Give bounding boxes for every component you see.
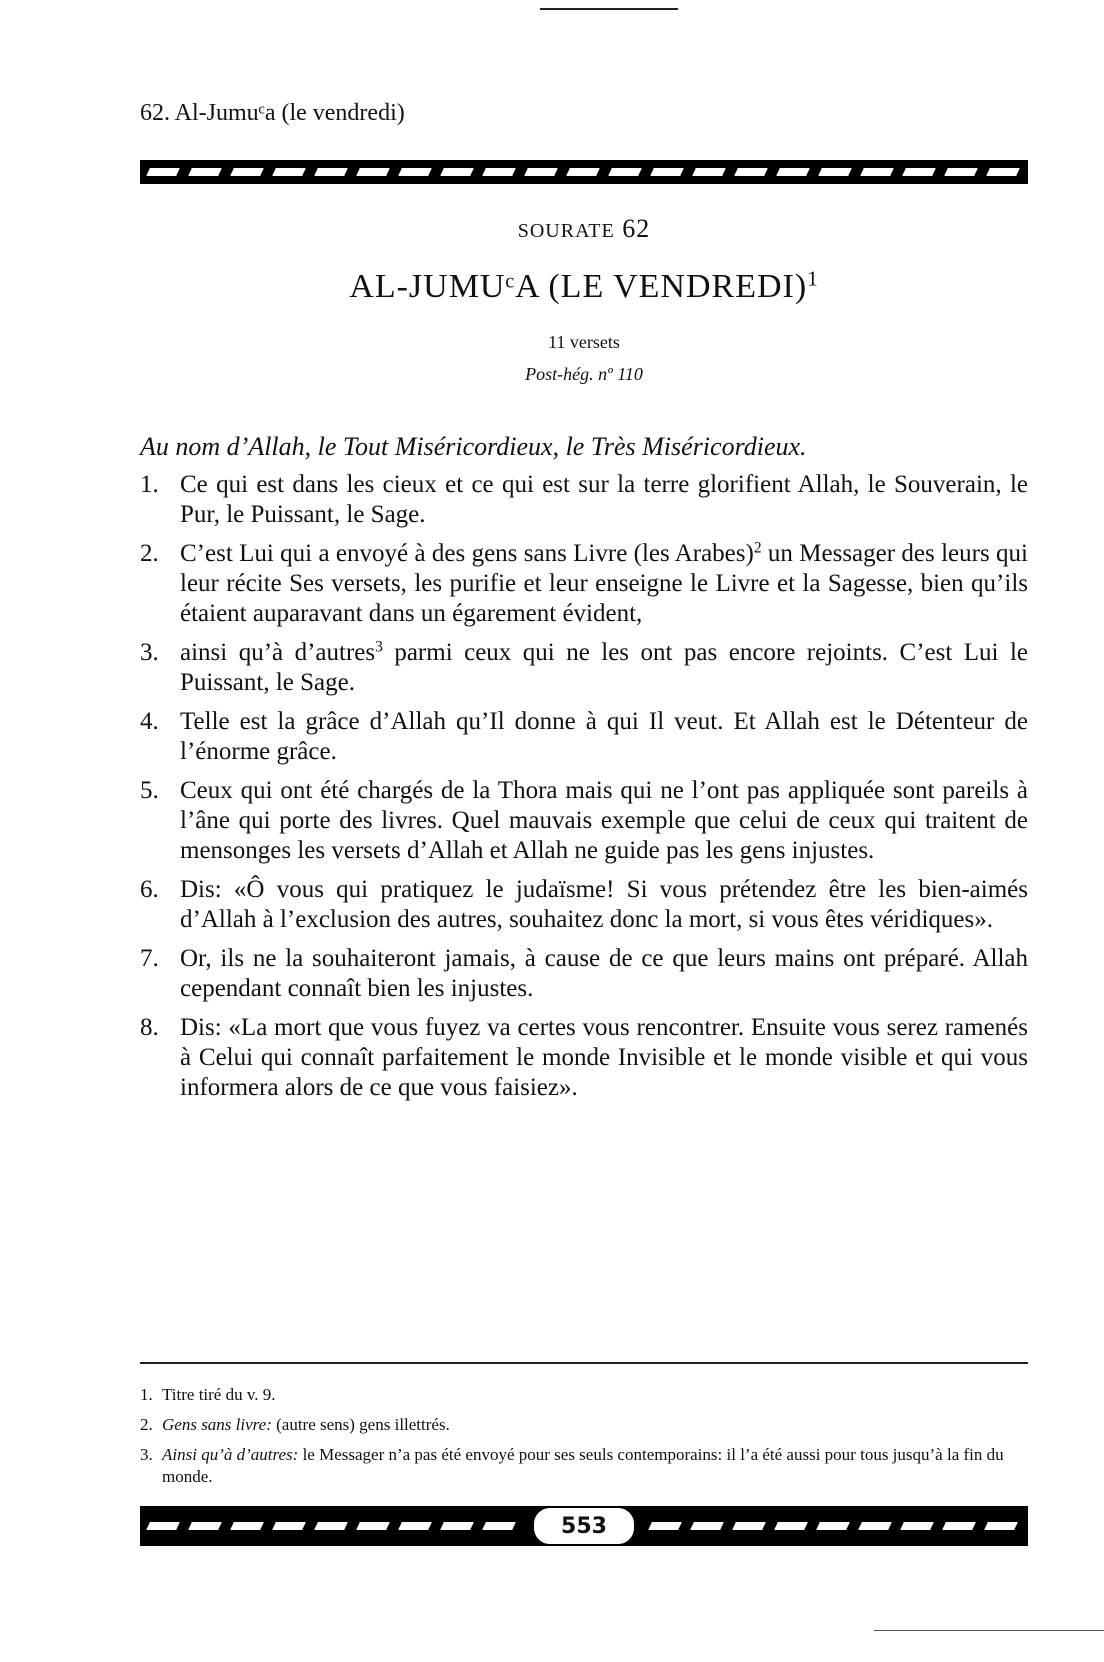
footnote-item (140, 1444, 1028, 1488)
verse-number: 8. (140, 1014, 159, 1041)
verse-item (140, 944, 1028, 1004)
verse-number: 1. (140, 471, 159, 498)
footnote-term: Gens sans livre: (162, 1415, 272, 1434)
ornamental-chain-border-top (140, 160, 1028, 184)
verse-item (140, 707, 1028, 767)
surah-label-word: SOURATE (517, 220, 615, 242)
chain-ornament (145, 166, 1023, 178)
verse-number: 4. (140, 708, 159, 735)
basmala: Au nom d’Allah, le Tout Miséricordieux, le Très Miséricordieux. (140, 432, 807, 461)
verse-item (140, 776, 1028, 866)
chain-ornament-left (145, 1520, 521, 1532)
verse-text: C’est Lui qui a envoyé à des gens sans Livre (les Arabes) (180, 540, 754, 567)
running-head: 62. Al-Jumuᶜa (le vendredi) (140, 100, 405, 126)
footnote-item (140, 1384, 1028, 1406)
verse-item (140, 539, 1028, 629)
verse-item (140, 470, 1028, 530)
verse-count: 11 versets (548, 332, 620, 352)
verse-text: Telle est la grâce d’Allah qu’Il donne à qui Il veut. Et Allah est le Détenteur de l’énorme grâce. (180, 708, 1028, 765)
footnote-number: 1. (140, 1385, 153, 1404)
verse-number: 7. (140, 945, 159, 972)
verse-text-cont: parmi ceux qui ne les ont pas encore rejoints. C’est Lui le Puissant, le Sage. (180, 639, 1028, 696)
verse-text: Ce qui est dans les cieux et ce qui est sur la terre glorifient Allah, le Souverain, le Pur, le Puissant, le Sage. (180, 471, 1028, 528)
top-rule (540, 8, 678, 10)
footnote-number: 3. (140, 1445, 153, 1464)
revelation-order: Post-hég. nº 110 (525, 364, 643, 384)
surah-label-number: 62 (622, 214, 651, 243)
footnote-ref: 3 (375, 638, 383, 656)
verse-number: 2. (140, 540, 159, 567)
footnote-text: Titre tiré du v. 9. (162, 1385, 276, 1404)
ornamental-chain-border-bottom (140, 1506, 1028, 1546)
verse-text: Ceux qui ont été chargés de la Thora mais qui ne l’ont pas appliquée sont pareils à l’âne qui porte des livres. Quel mauvais exemple que celui de ceux qui traitent de mensonges les versets d’Allah et Allah ne guide pas les gens injustes. (180, 777, 1028, 864)
verse-number: 5. (140, 777, 159, 804)
footnote-number: 2. (140, 1415, 153, 1434)
surah-title (140, 268, 1028, 306)
bottom-rule (874, 1630, 1104, 1631)
footnote-text: le Messager n’a pas été envoyé pour ses seuls contemporains: il l’a été aussi pour tous jusqu’à la fin du monde. (162, 1445, 1004, 1486)
verse-number: 6. (140, 876, 159, 903)
verse-text-cont: un Messager des leurs qui leur récite Ses versets, les purifie et leur enseigne le Livre et la Sagesse, bien qu’ils étaient auparavant dans un égarement évident, (180, 540, 1028, 627)
verse-item (140, 875, 1028, 935)
footnotes (140, 1384, 1028, 1496)
page-number: 553 (532, 1506, 636, 1546)
verse-item (140, 638, 1028, 698)
footnote-text: (autre sens) gens illettrés. (271, 1415, 450, 1434)
footnote-ref: 2 (753, 539, 762, 557)
verse-number: 3. (140, 639, 159, 666)
verse-text: Dis: «Ô vous qui pratiquez le judaïsme! Si vous prétendez être les bien-aimés d’Allah à l’exclusion des autres, souhaitez donc la mort, si vous êtes véridiques». (180, 876, 1028, 933)
footnote-term: Ainsi qu’à d’autres: (162, 1445, 299, 1464)
verse-text: Or, ils ne la souhaiteront jamais, à cause de ce que leurs mains ont préparé. Allah cependant connaît bien les injustes. (180, 945, 1028, 1002)
verse-list (140, 470, 1028, 1112)
chain-ornament-right (647, 1520, 1023, 1532)
surah-title-text: AL-JUMUᶜA (LE VENDREDI) (349, 268, 808, 305)
surah-label (140, 214, 1028, 244)
verse-text: Dis: «La mort que vous fuyez va certes vous rencontrer. Ensuite vous serez ramenés à Celui qui connaît parfaitement le monde Invisible et le monde visible et qui vous informera alors de ce que vous faisiez». (180, 1014, 1028, 1101)
footnote-ref: 1 (807, 266, 819, 291)
verse-item (140, 1013, 1028, 1103)
verse-text: ainsi qu’à d’autres (180, 639, 376, 666)
footnote-separator (140, 1362, 1028, 1364)
footnote-item (140, 1414, 1028, 1436)
